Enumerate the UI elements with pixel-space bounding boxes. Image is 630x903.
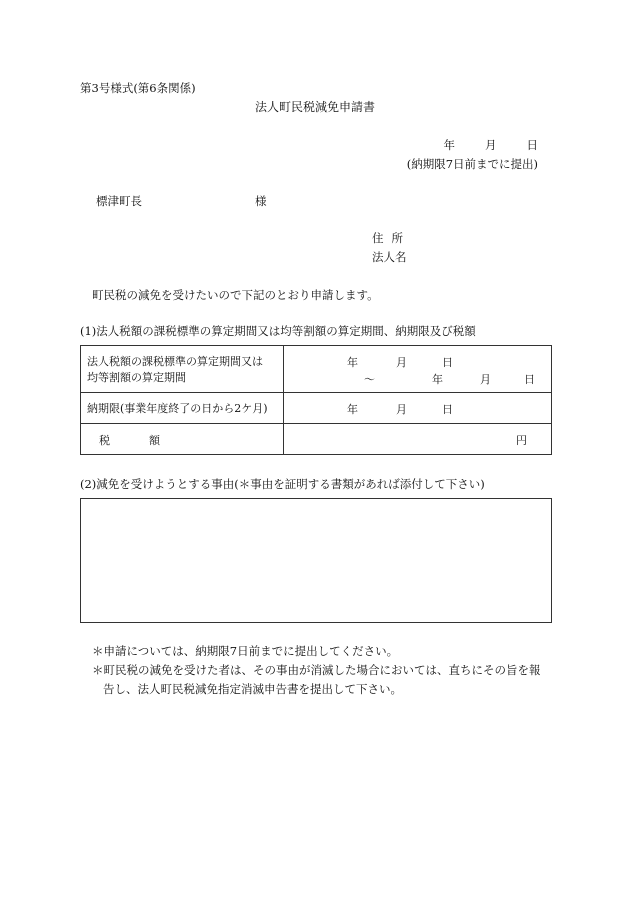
period-tilde: ～ [364, 373, 375, 386]
month-label: 月 [485, 138, 497, 152]
document-title: 法人町民税減免申請書 [254, 100, 375, 114]
deadline-label-cell: 納期限(事業年度終了の日から2ケ月) [81, 393, 284, 424]
deadline-month: 月 [396, 403, 407, 416]
tax-label-a: 税 [99, 434, 110, 447]
yen-unit: 円 [516, 434, 527, 447]
corporation-name-label: 法人名 [372, 250, 407, 264]
period-start-day: 日 [442, 356, 453, 369]
period-label-line1: 法人税額の課税標準の算定期間又は [87, 355, 263, 368]
intro-text: 町民税の減免を受けたいので下記のとおり申請します。 [92, 288, 379, 302]
deadline-note: (納期限7日前までに提出) [406, 157, 538, 171]
table-row-deadline [81, 393, 552, 424]
recipient-name: 標津町長 [96, 194, 142, 208]
tax-period-table [80, 345, 552, 455]
application-date [444, 137, 539, 153]
day-label: 日 [526, 138, 538, 152]
note-1: ＊申請については、納期限7日前までに提出してください。 [92, 644, 399, 658]
period-value-cell[interactable] [284, 346, 552, 393]
form-number-label: 第3号様式(第6条関係) [80, 81, 196, 95]
tax-amount-label-cell [81, 424, 284, 455]
note-2-line1: ＊町民税の減免を受けた者は、その事由が消滅した場合においては、直ちにその旨を報 [92, 663, 541, 677]
tax-amount-value-cell[interactable] [284, 424, 552, 455]
section1-title: (1)法人税額の課税標準の算定期間又は均等割額の算定期間、納期限及び税額 [80, 324, 476, 338]
period-end-month: 月 [480, 373, 491, 386]
section2-title: (2)減免を受けようとする事由(＊事由を証明する書類があれば添付して下さい) [80, 477, 485, 491]
reason-input-box[interactable] [80, 498, 552, 623]
period-start-year: 年 [347, 356, 358, 369]
period-end-year: 年 [432, 373, 443, 386]
year-label: 年 [443, 138, 455, 152]
period-label-line2: 均等割額の算定期間 [87, 371, 186, 384]
table-row-period [81, 346, 552, 393]
period-end-day: 日 [524, 373, 535, 386]
deadline-day: 日 [442, 403, 453, 416]
tax-label-b: 額 [149, 434, 160, 447]
deadline-value-cell[interactable] [284, 393, 552, 424]
table-row-tax-amount [81, 424, 552, 455]
period-label-cell [81, 346, 284, 393]
period-start-month: 月 [396, 356, 407, 369]
recipient-honorific: 様 [255, 194, 267, 208]
note-2-line2: 告し、法人町民税減免指定消滅申告書を提出して下さい。 [103, 682, 402, 696]
deadline-year: 年 [347, 403, 358, 416]
address-label: 住所 [372, 231, 411, 245]
